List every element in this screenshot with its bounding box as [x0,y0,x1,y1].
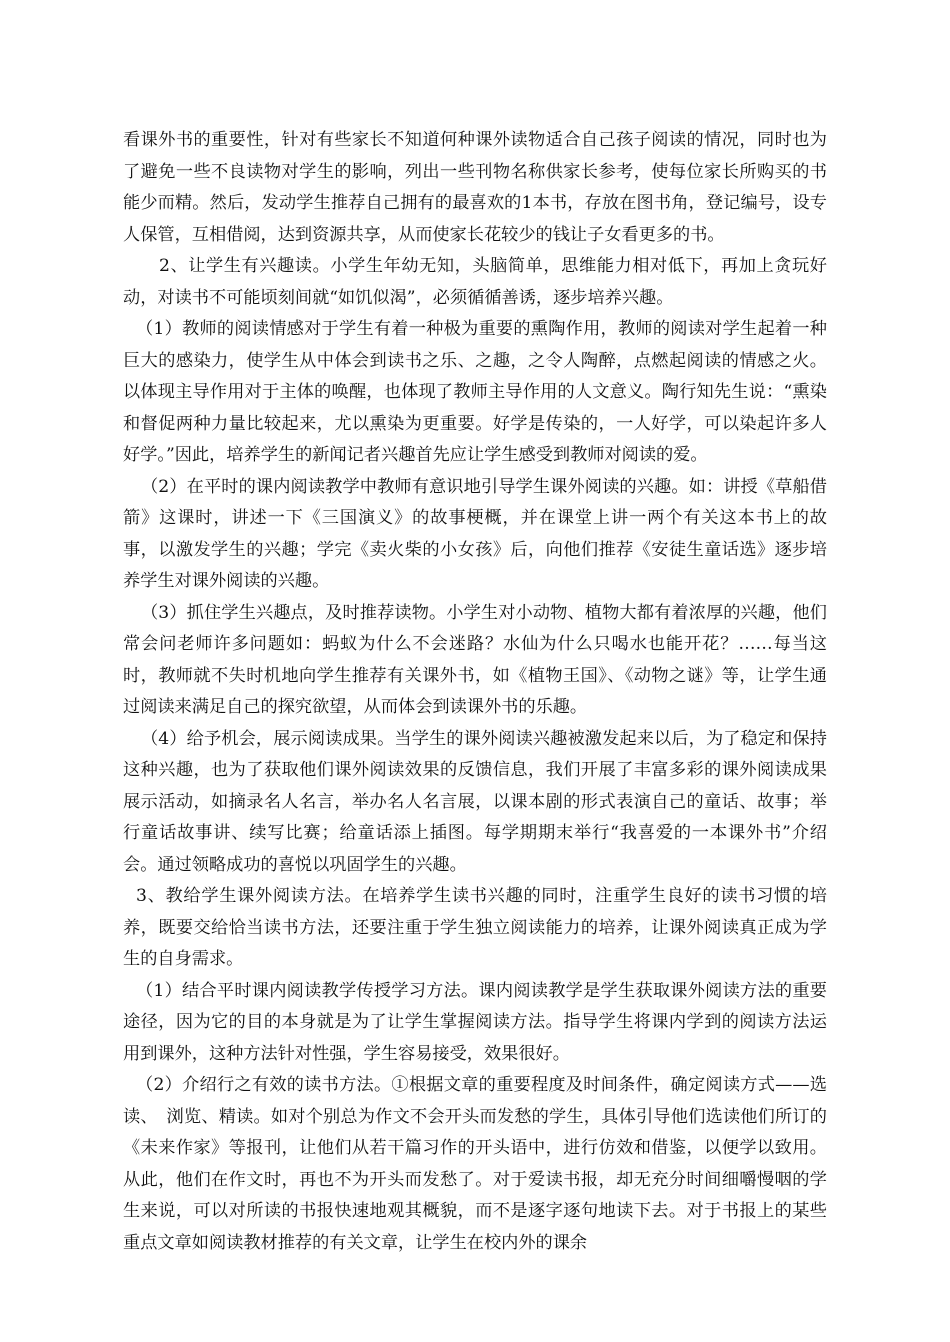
paragraph-2-1: （1）教师的阅读情感对于学生有着一种极为重要的熏陶作用，教师的阅读对学生起着一种巨大的感染力，使学生从中体会到读书之乐、之趣，之令人陶醉，点燃起阅读的情感之火。以体现主导作用对于主体的唤醒，也体现了教师主导作用的人文意义。陶行知先生说：“熏染和督促两种力量比较起来，尤以熏染为更重要。好学是传染的，一人好学，可以染起许多人好学。”因此，培养学生的新闻记者兴趣首先应让学生感受到教师对阅读的爱。 [123,319,827,465]
paragraph-2-4: （4）给予机会，展示阅读成果。当学生的课外阅读兴趣被激发起来以后，为了稳定和保持这种兴趣，也为了获取他们课外阅读效果的反馈信息，我们开展了丰富多彩的课外阅读成果展示活动，如摘录名人名言，举办名人名言展，以课本剧的形式表演自己的童话、故事；举行童话故事讲、续写比赛；给童话添上插图。每学期期末举行“我喜爱的一本课外书”介绍会。通过领略成功的喜悦以巩固学生的兴趣。 [123,728,827,875]
paragraph-section-2-heading: 2、让学生有兴趣读。小学生年幼无知，头脑简单，思维能力相对低下，再加上贪玩好动，对读书不可能顷刻间就“如饥似渴”，必须循循善诱，逐步培养兴趣。 [123,256,827,308]
paragraph-section-3-heading: 3、教给学生课外阅读方法。在培养学生读书兴趣的同时，注重学生良好的读书习惯的培养，既要交给恰当读书方法，还要注重于学生独立阅读能力的培养，让课外阅读真正成为学生的自身需求。 [123,886,827,969]
paragraph-2-2: （2）在平时的课内阅读教学中教师有意识地引导学生课外阅读的兴趣。如：讲授《草船借箭》这课时，讲述一下《三国演义》的故事梗概，并在课堂上讲一两个有关这本书上的故事，以激发学生的兴趣；学完《卖火柴的小女孩》后，向他们推荐《安徒生童话选》逐步培养学生对课外阅读的兴趣。 [123,476,827,591]
paragraph-2-3: （3）抓住学生兴趣点，及时推荐读物。小学生对小动物、植物大都有着浓厚的兴趣，他们常会问老师许多问题如：蚂蚁为什么不会迷路？水仙为什么只喝水也能开花？……每当这时，教师就不失时机地向学生推荐有关课外书，如《植物王国》、《动物之谜》等，让学生通过阅读来满足自己的探究欲望，从而体会到读课外书的乐趣。 [123,602,827,717]
paragraph-3-1: （1）结合平时课内阅读教学传授学习方法。课内阅读教学是学生获取课外阅读方法的重要途径，因为它的目的本身就是为了让学生掌握阅读方法。指导学生将课内学到的阅读方法运用到课外，这种方法针对性强，学生容易接受，效果很好。 [123,980,827,1064]
paragraph-3-2: （2）介绍行之有效的读书方法。①根据文章的重要程度及时间条件，确定阅读方式——选读、 浏览、精读。如对个别总为作文不会开头而发愁的学生，具体引导他们选读他们所订的《未来作家》等报刊，让他们从若干篇习作的开头语中，进行仿效和借鉴，以便学以致用。从此，他们在作文时，再也不为开头而发愁了。对于爱读书报，却无充分时间细嚼慢咽的学生来说，可以对所读的书报快速地观其概貌，而不是逐字逐句地读下去。对于书报上的某些重点文章如阅读教材推荐的有关文章，让学生在校内外的课余 [123,1075,827,1253]
document-body [123,125,827,1259]
paragraph-continuation: 看课外书的重要性，针对有些家长不知道何种课外读物适合自己孩子阅读的情况，同时也为了避免一些不良读物对学生的影响，列出一些刊物名称供家长参考，使每位家长所购买的书能少而精。然后，发动学生推荐自己拥有的最喜欢的1本书，存放在图书角，登记编号，设专人保管，互相借阅，达到资源共享，从而使家长花较少的钱让子女看更多的书。 [123,130,827,245]
